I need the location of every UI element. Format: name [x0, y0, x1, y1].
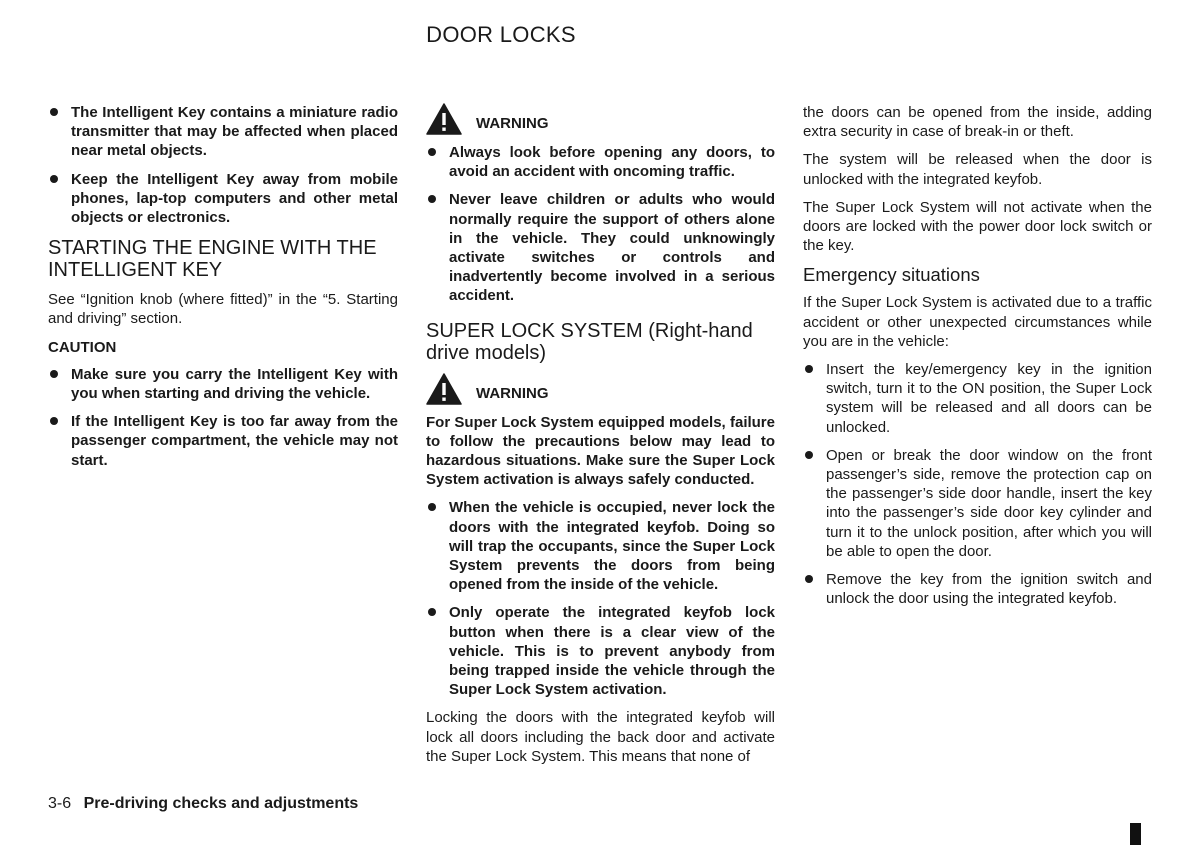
section-heading-line-1: STARTING THE ENGINE WITH THE — [48, 237, 377, 260]
page-number: 3-6 — [48, 795, 72, 812]
page-title-text: DOOR LOCKS — [426, 22, 576, 47]
page-footer — [48, 795, 358, 813]
body-text: the doors can be opened from the inside, adding extra security in case of break-in or theft. — [803, 104, 1152, 141]
body-text: Locking the doors with the integrated keyfob will lock all doors including the back door and activate the Super Lock System. This means that none of — [426, 709, 775, 765]
warning-triangle-icon — [426, 373, 462, 405]
list-item: Always look before opening any doors, to avoid an accident with oncoming traffic. — [426, 143, 775, 181]
column-right — [803, 103, 1152, 617]
chapter-title: Pre-driving checks and adjustments — [83, 795, 359, 812]
see-reference-text: See “Ignition knob (where fitted)” in the “5. Starting and driving” section. — [48, 291, 398, 328]
column-middle — [426, 103, 775, 775]
body-text: The Super Lock System will not activate when the doors are locked with the power door lock switch or the key. — [803, 198, 1152, 255]
list-item: Make sure you carry the Intelligent Key with you when starting and driving the vehicle. — [48, 365, 398, 403]
section-heading — [48, 237, 398, 281]
section-heading-line-2: INTELLIGENT KEY — [48, 259, 223, 282]
list-item: Insert the key/emergency key in the ignition switch, turn it to the ON position, the Super Lock system will be released and all doors can be unlocked. — [803, 360, 1152, 437]
list-item: Open or break the door window on the front passenger’s side, remove the protection cap on the passenger’s side door handle, insert the key into the passenger’s side door key cylinder and turn it to the unlock position, after which you will be able to open the door. — [803, 446, 1152, 561]
warning-label: WARNING — [476, 115, 549, 133]
section-heading — [426, 320, 775, 364]
section-heading-line-1: SUPER LOCK SYSTEM (Right-hand — [426, 319, 753, 342]
section-heading-line-2: drive models) — [426, 341, 547, 364]
caution-label: CAUTION — [48, 338, 117, 356]
section-edge-tab — [1130, 823, 1141, 845]
warning-intro-text: For Super Lock System equipped models, failure to follow the precautions below may lead to hazardous situations. Make sure the Super Lock System activation is always safely conducted. — [426, 413, 775, 489]
list-item: Only operate the integrated keyfob lock button when there is a clear view of the vehicle. This is to prevent anybody from being trapped inside the vehicle through the Super Lock System activation. — [426, 603, 775, 699]
column-left — [48, 103, 398, 479]
body-text: The system will be released when the door is unlocked with the integrated keyfob. — [803, 151, 1152, 188]
warning-header — [426, 103, 775, 135]
subsection-heading: Emergency situations — [803, 264, 980, 286]
warning-header — [426, 373, 775, 405]
list-item: When the vehicle is occupied, never lock the doors with the integrated keyfob. Doing so will trap the occupants, since the Super Lock System prevents the doors from being opened from the inside of the vehicle. — [426, 498, 775, 594]
warning-triangle-icon — [426, 103, 462, 135]
list-item: Remove the key from the ignition switch and unlock the door using the integrated keyfob. — [803, 570, 1152, 608]
page-title — [0, 22, 1000, 48]
list-item: The Intelligent Key contains a miniature radio transmitter that may be affected when placed near metal objects. — [48, 103, 398, 161]
list-item: If the Intelligent Key is too far away from the passenger compartment, the vehicle may not start. — [48, 412, 398, 470]
body-text: If the Super Lock System is activated due to a traffic accident or other unexpected circumstances while you are in the vehicle: — [803, 294, 1152, 350]
list-item: Never leave children or adults who would normally require the support of others alone in the vehicle. They could unknowingly activate switches or controls and inadvertently become involved in a serious accident. — [426, 190, 775, 305]
warning-label: WARNING — [476, 385, 549, 403]
list-item: Keep the Intelligent Key away from mobile phones, lap-top computers and other metal objects or electronics. — [48, 170, 398, 228]
